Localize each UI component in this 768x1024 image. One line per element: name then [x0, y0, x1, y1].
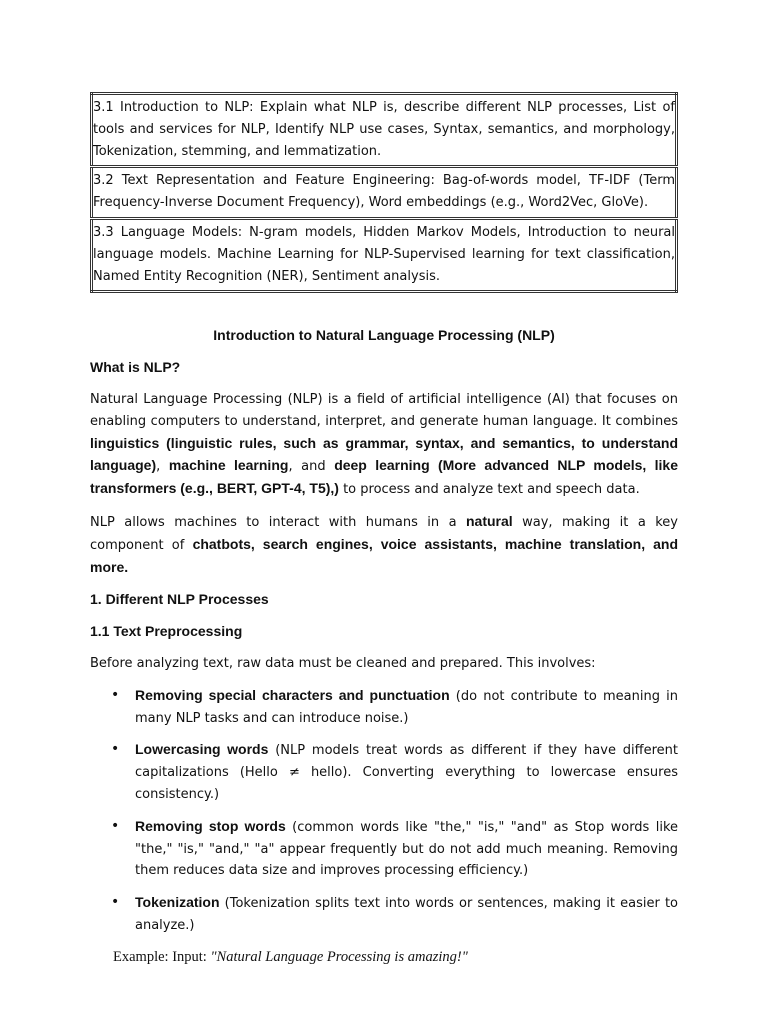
list-item — [135, 892, 678, 937]
table-row — [92, 218, 677, 291]
subsection-heading: 1.1 Text Preprocessing — [90, 623, 243, 640]
document-page — [90, 92, 678, 969]
what-is-nlp-heading: What is NLP? — [90, 359, 181, 376]
bold-text: chatbots, search engines, voice assistants, machine translation, and more. — [90, 535, 679, 575]
example-line — [113, 947, 678, 969]
syllabus-item: 3.1 Introduction to NLP: Explain what NLP is, describe different NLP processes, List of tools and services for NLP, Identify NLP use cases, Syntax, semantics, and morphology, Tokenization, stemming, and lemmatization. — [92, 94, 677, 167]
bullet-text: (do not contribute to meaning in many NLP tasks and can introduce noise.) — [135, 688, 678, 726]
syllabus-item: 3.3 Language Models: N-gram models, Hidden Markov Models, Introduction to neural language models. Machine Learning for NLP-Supervised learning for text classification, Named Entity Recognition (NER), Sentiment analysis. — [92, 218, 677, 291]
table-row — [92, 167, 677, 219]
nlp-definition-paragraph — [90, 389, 678, 501]
table-row — [92, 94, 677, 167]
document-title: Introduction to Natural Language Processing (NLP) — [213, 327, 555, 344]
syllabus-item: 3.2 Text Representation and Feature Engineering: Bag-of-words model, TF-IDF (Term Frequency-Inverse Document Frequency), Word embeddings (e.g., Word2Vec, GloVe). — [92, 167, 677, 219]
bullet-text: (NLP models treat words as different if they have different capitalizations (Hello ≠ hello). Converting everything to lowercase ensures consistency.) — [135, 743, 678, 802]
bullet-term: Lowercasing words — [135, 741, 269, 758]
preprocessing-intro: Before analyzing text, raw data must be cleaned and prepared. This involves: — [90, 655, 596, 671]
syllabus-table — [90, 92, 678, 293]
bullet-term: Removing special characters and punctuation — [135, 686, 450, 703]
para-text: , — [156, 459, 169, 475]
list-item — [135, 685, 678, 730]
bullet-text: (common words like "the," "is," "and" as Stop words like "the," "is," "and," "a" appear frequently but do not add much meaning. Removing them reduces data size and improves processing efficiency.) — [135, 819, 679, 879]
bullet-term: Removing stop words — [135, 817, 286, 834]
para-text: to process and analyze text and speech data. — [338, 482, 640, 498]
bold-text: natural — [466, 512, 513, 529]
list-item — [135, 816, 678, 882]
bold-text: linguistics (linguistic rules, such as grammar, syntax, and semantics, to understand language) — [90, 434, 678, 474]
para-text: Natural Language Processing (NLP) is a field of artificial intelligence (AI) that focuses on enabling computers to understand, interpret, and generate human language. It combines — [90, 391, 678, 429]
bold-text: machine learning — [168, 457, 289, 474]
para-text: NLP allows machines to interact with humans in a — [90, 514, 466, 530]
nlp-applications-paragraph — [90, 511, 678, 579]
para-text: way, making it a key component of — [90, 514, 678, 553]
para-text: , and — [288, 459, 335, 475]
preprocessing-list — [90, 685, 678, 937]
bullet-text: (Tokenization splits text into words or sentences, making it easier to analyze.) — [135, 896, 678, 933]
bold-text: deep learning (More advanced NLP models, like transformers (e.g., BERT, GPT-4, T5),) — [90, 457, 679, 497]
example-label: Example: Input: — [113, 948, 211, 965]
section-heading: 1. Different NLP Processes — [90, 591, 269, 608]
list-item — [135, 739, 678, 805]
bullet-term: Tokenization — [135, 894, 220, 911]
example-quote: "Natural Language Processing is amazing!" — [210, 948, 468, 965]
